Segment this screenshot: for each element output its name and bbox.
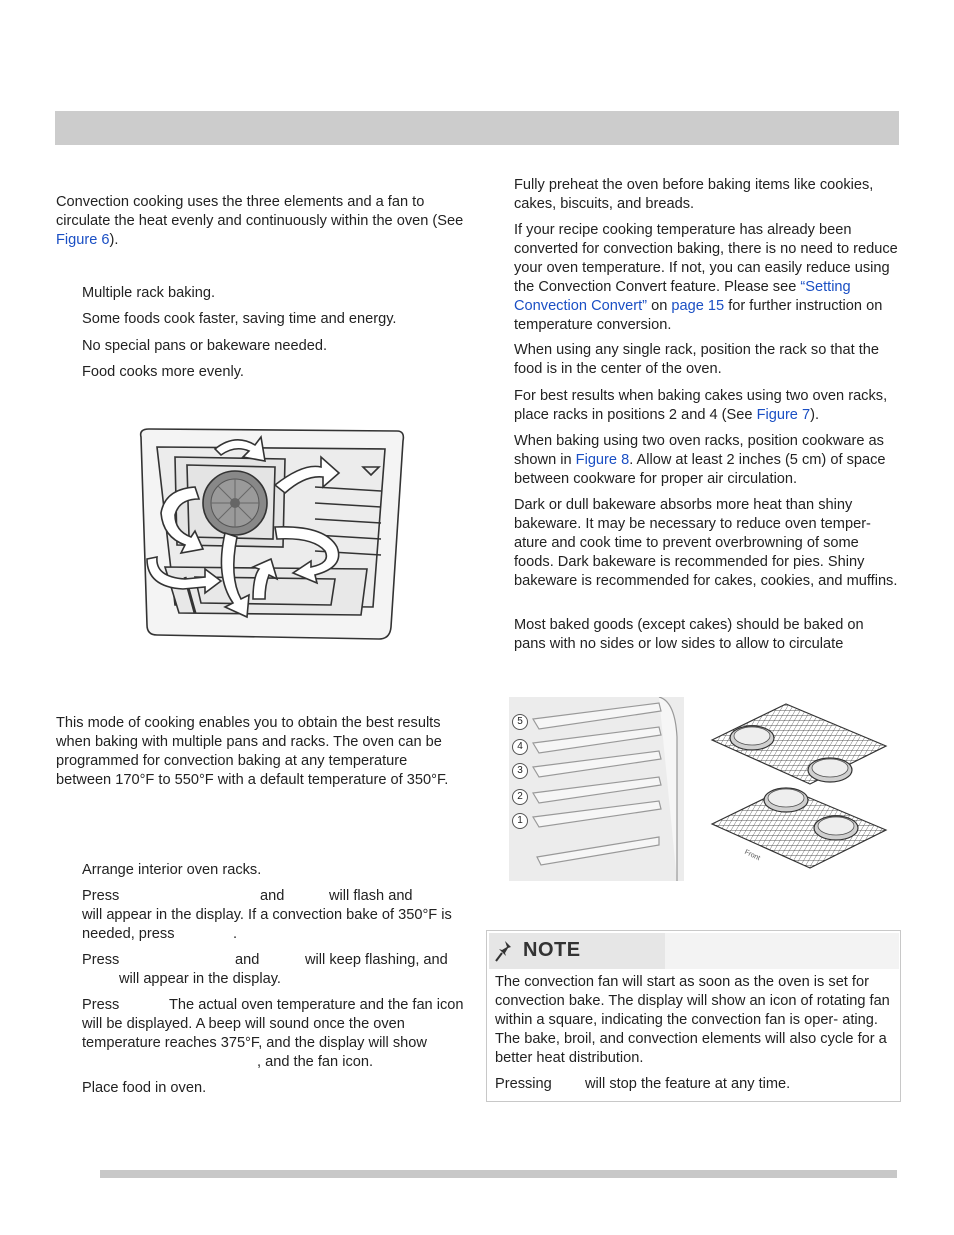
cookware-placement-figure: [706, 700, 890, 884]
note-paragraph-1: The convection fan will start as soon as the oven is set for convection bake. The display will show an icon of rotating fan within a square, indicating the convection fan is oper- ating. The bake, broil, and convection elements will also cycle for a better heat distribution.: [495, 974, 890, 1066]
tip-preheat: Fully preheat the oven before baking items like cookies, cakes, biscuits, and breads.: [514, 177, 874, 212]
rack-positions-figure: [509, 697, 684, 881]
figure-6-link[interactable]: Figure 6: [56, 232, 110, 248]
step-2: Press and will flash and will appear in the display. If a convection bake of 350°F is needed, press .: [82, 888, 452, 942]
tip-two-racks-cakes: For best results when baking cakes using two oven racks, place racks in positions 2 and 4 (See Figure 7).: [514, 388, 888, 423]
step-5: Place food in oven.: [82, 1080, 207, 1096]
footer-bar: [100, 1170, 897, 1178]
note-title: NOTE: [523, 939, 581, 961]
tip-cookware-position: When baking using two oven racks, position cookware as shown in Figure 8. Allow at least 2 inches (5 cm) of space between cookware for proper air circulation.: [514, 433, 886, 487]
figure-8-link[interactable]: Figure 8: [575, 452, 630, 468]
page-15-link[interactable]: page 15: [671, 298, 725, 314]
note-header: [489, 933, 899, 969]
rack-position-2: 2: [512, 789, 528, 805]
rack-position-5: 5: [512, 714, 528, 730]
benefit-item: Some foods cook faster, saving time and energy.: [82, 311, 397, 327]
setting-convection-convert-link[interactable]: “Setting Convection Convert”: [514, 279, 851, 314]
benefit-item: Food cooks more evenly.: [82, 364, 244, 380]
intro-paragraph: Convection cooking uses the three elements and a fan to circulate the heat evenly and continuously within the oven (See Figure 6).: [56, 194, 464, 248]
tip-single-rack: When using any single rack, position the rack so that the food is in the center of the oven.: [514, 342, 880, 377]
step-1: Arrange interior oven racks.: [82, 862, 262, 878]
rack-position-1: 1: [512, 813, 528, 829]
tip-convection-convert: If your recipe cooking temperature has already been converted for convection baking, there is no need to reduce your oven temperature. If not, you can easily reduce using the Convection Convert feature. Please see “Setting Convection Convert” on page 15 for further instruction on temperature conversion.: [514, 222, 898, 333]
convection-mode-paragraph: This mode of cooking enables you to obtain the best results when baking with multiple pans and racks. The oven can be programmed for convection baking at any temperature between 170°F to 550°F with a default temperature of 350°F.: [56, 715, 449, 788]
figure-7-link[interactable]: Figure 7: [756, 407, 811, 423]
rack-position-3: 3: [512, 763, 528, 779]
benefit-item: Multiple rack baking.: [82, 285, 216, 301]
step-3: Press and will keep flashing, and will appear in the display.: [82, 952, 448, 987]
section-header-bar: [55, 111, 899, 145]
front-label: Front: [743, 848, 762, 863]
step-4: Press The actual oven temperature and the fan icon will be displayed. A beep will sound once the oven temperature reaches 375°F, and the display will show , and the fan icon.: [82, 997, 464, 1070]
tip-dark-bakeware: Dark or dull bakeware absorbs more heat than shiny bakeware. It may be necessary to reduce oven temper- ature and cook time to prevent overbrowning of some foods. Dark bakeware is recommended for pies. Shiny bakeware is recommended for cakes, cookies, and muffins.: [514, 497, 898, 589]
rack-position-4: 4: [512, 739, 528, 755]
pushpin-icon: [495, 940, 515, 962]
convection-oven-figure: [135, 427, 407, 643]
tip-low-sided-pans: Most baked goods (except cakes) should be baked on pans with no sides or low sides to allow to circulate: [514, 617, 864, 652]
note-paragraph-2: Pressing will stop the feature at any time.: [495, 1076, 791, 1092]
benefit-item: No special pans or bakeware needed.: [82, 338, 328, 354]
